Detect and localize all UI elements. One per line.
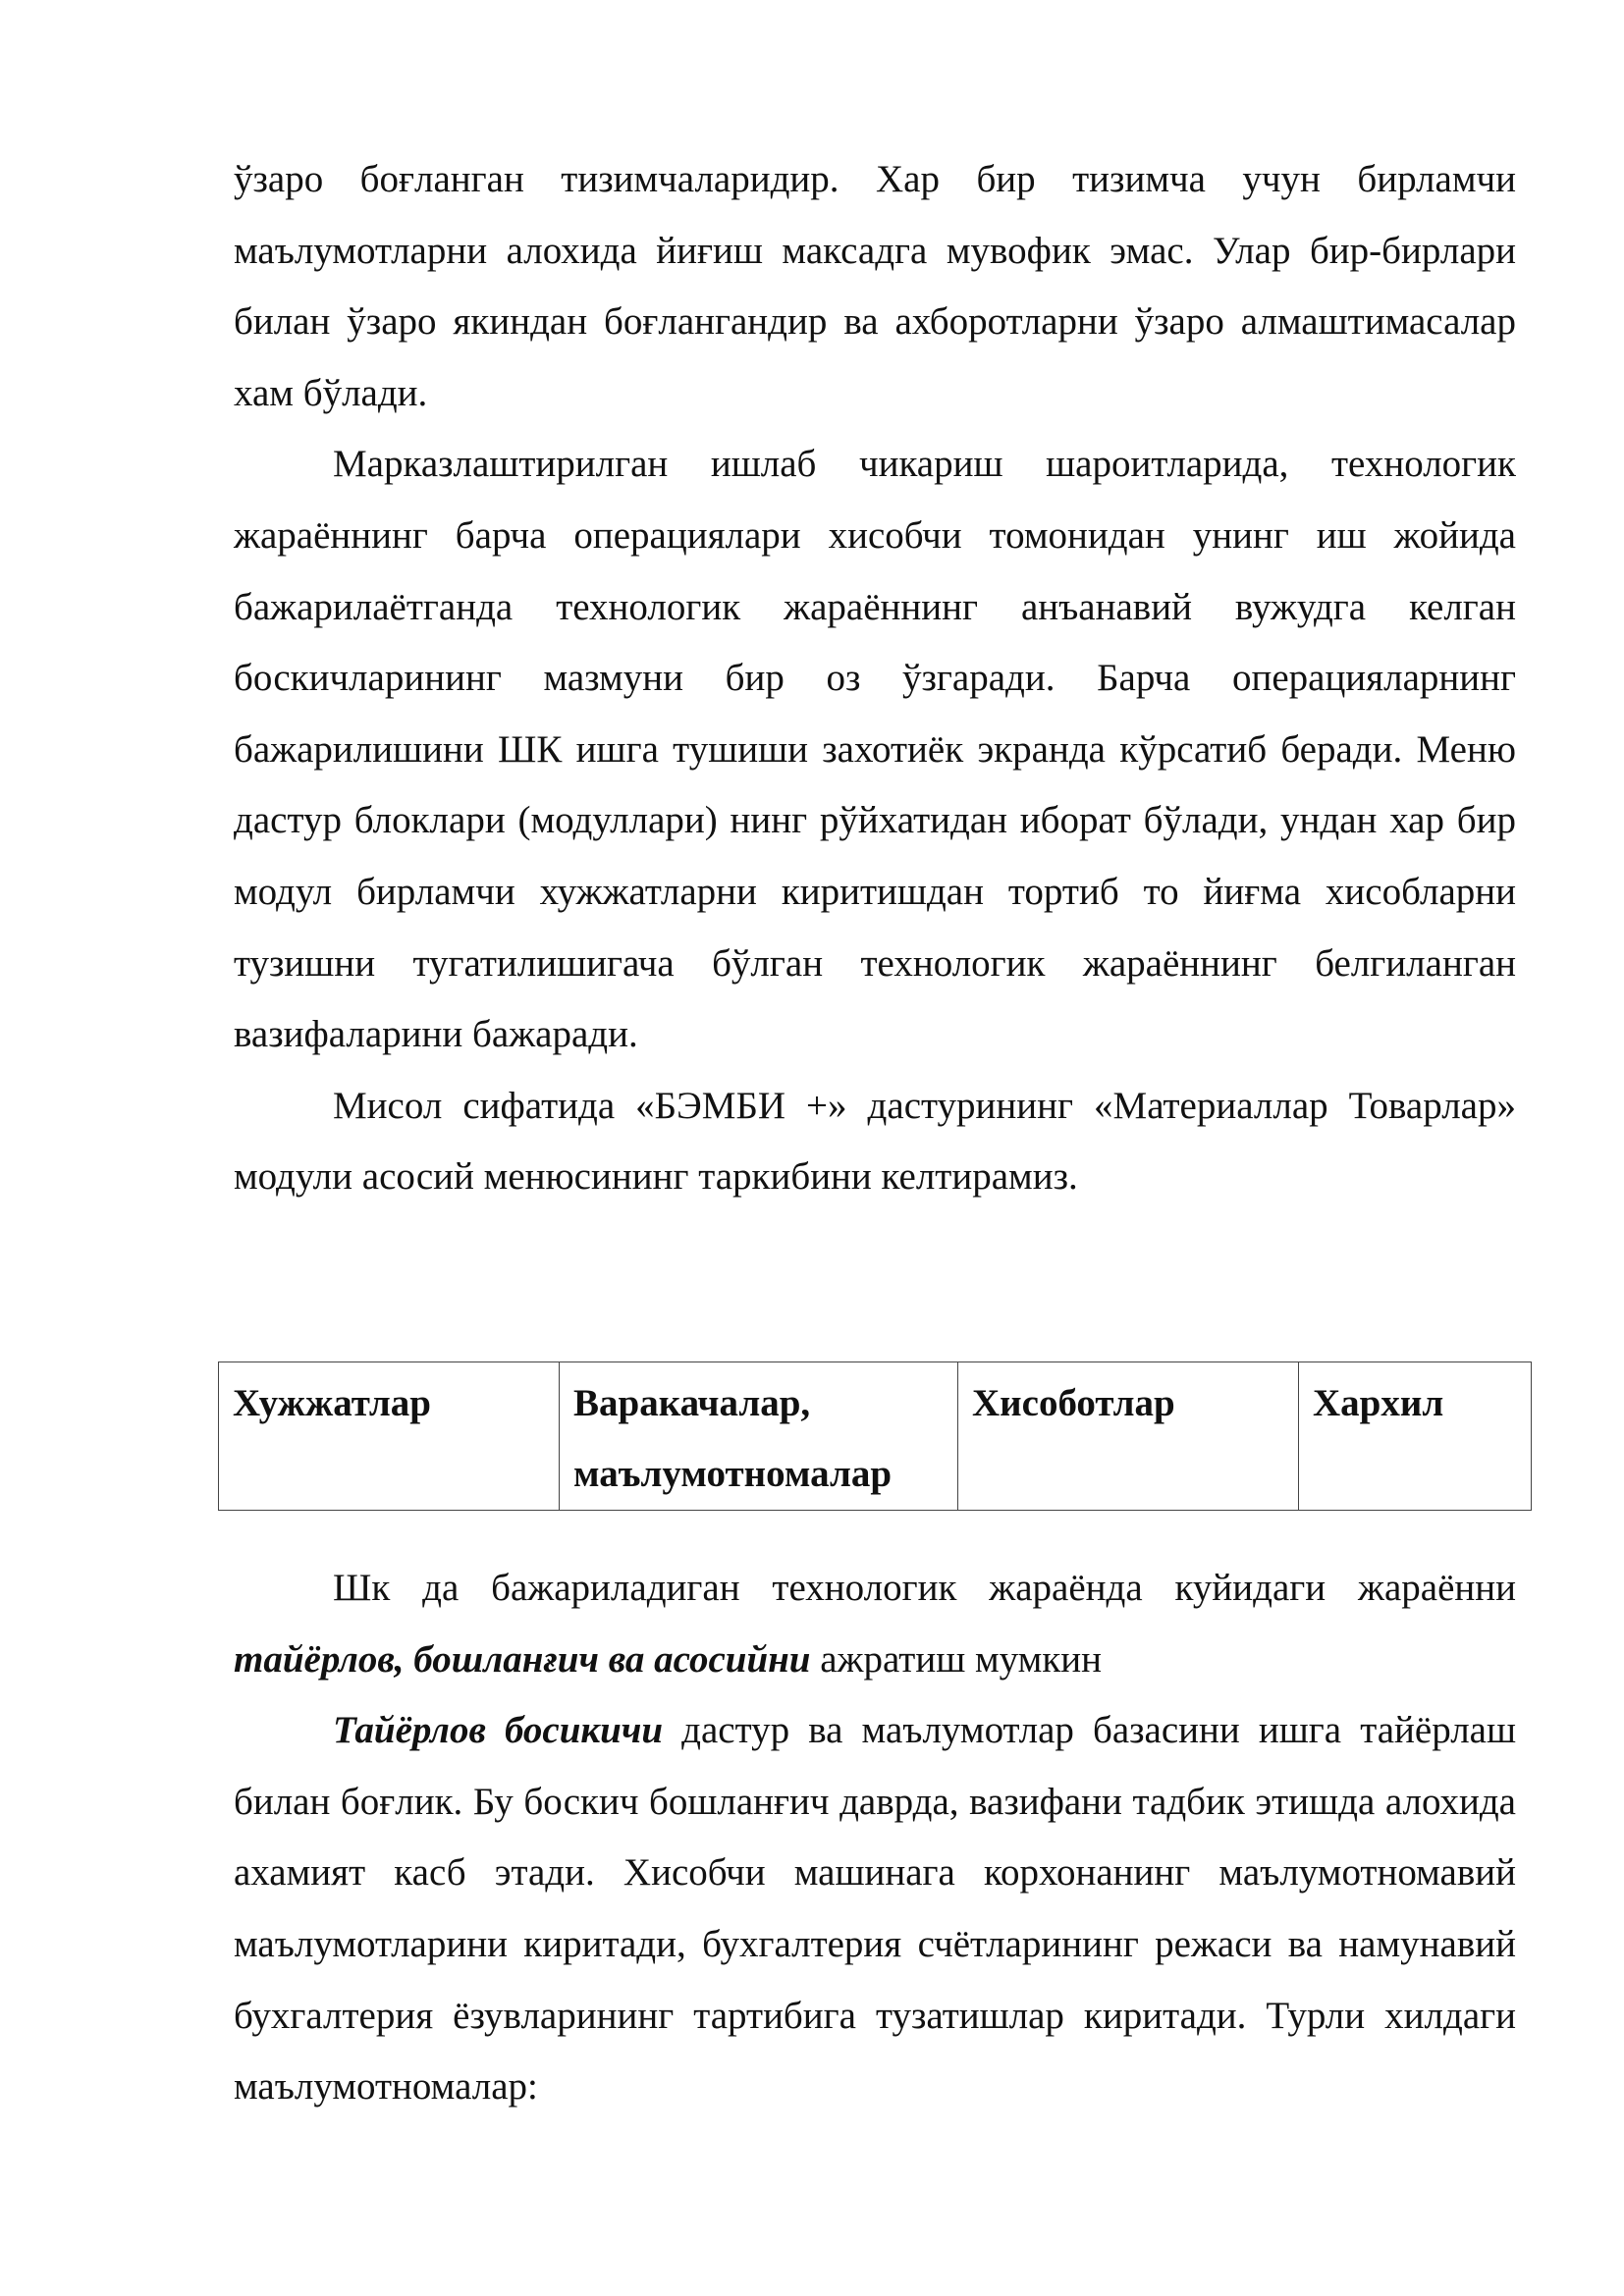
paragraph: ўзаро боғланган тизимчаларидир. Хар бир тизимча учун бирламчи маълумотларни алохида йиғиш максадга мувофик эмас. Улар бир-бирлари билан ўзаро якиндан боғлангандир ва ахборотларни ўзаро алмаштимасалар хам бўлади. (234, 158, 1516, 414)
body-text-bottom (234, 1553, 1516, 2123)
cell-text: Хисоботлар (972, 1382, 1175, 1424)
cell-text: Хархил (1313, 1382, 1444, 1424)
cell-text: маълумотномалар (573, 1453, 893, 1495)
paragraph: Мисол сифатида «БЭМБИ +» дастурининг «Материаллар Товарлар» модули асосий менюсининг таркибини келтирамиз. (234, 1084, 1516, 1199)
table-cell-reports (958, 1362, 1299, 1511)
table-cell-miscellaneous (1299, 1362, 1532, 1511)
text-run: Шк да бажариладиган технологик жараёнда куйидаги жараённи (333, 1567, 1516, 1609)
cell-text: Хужжатлар (233, 1382, 431, 1424)
emphasis-text: тайёрлов, бошланғич ва асосийни (234, 1637, 811, 1681)
text-run: ажратиш мумкин (810, 1637, 1103, 1681)
body-text-top (234, 144, 1516, 1213)
paragraph: Марказлаштирилган ишлаб чикариш шароитларида, технологик жараённинг барча операциялари хисобчи томонидан унинг иш жойида бажарилаётганда технологик жараённинг анъанавий вужудга келган боскичларининг мазмуни бир оз ўзгаради. Барча операцияларнинг бажарилишини ШК ишга тушиши захотиёк экранда кўрсатиб беради. Меню дастур блоклари (модуллари) нинг рўйхатидан иборат бўлади, ундан хар бир модул бирламчи хужжатларни киритишдан тортиб то йиғма хисобларни тузишни тугатилишигача бўлган технологик жараённинг белгиланган вазифаларини бажаради. (234, 443, 1516, 1056)
table-cell-cards-references (560, 1362, 958, 1511)
emphasis-text: Тайёрлов босикичи (333, 1709, 664, 1752)
table-cell-documents (219, 1362, 560, 1511)
menu-table (218, 1362, 1532, 1511)
table-row (219, 1362, 1532, 1511)
cell-text: Варакачалар, (573, 1382, 811, 1424)
paragraph-preparation (234, 1695, 1516, 2123)
paragraph-stages (234, 1553, 1516, 1695)
text-run: дастур ва маълумотлар базасини ишга тайёрлаш билан боғлик. Бу боскич бошланғич даврда, вазифани тадбик этишда алохида ахамият касб этади. Хисобчи машинага корхонанинг маълумотномавий маълумотларини киритади, бухгалтерия счётларининг режаси ва намунавий бухгалтерия ёзувларининг тартибига тузатишлар киритади. Турли хилдаги маълумотномалар: (234, 1709, 1516, 2109)
